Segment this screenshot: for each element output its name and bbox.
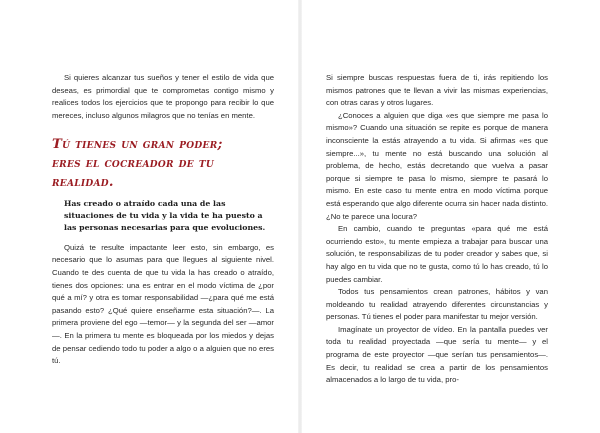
right-paragraph-4: Todos tus pensamientos crean patrones, hábitos y van moldeando tu realidad atrayendo diferentes circunstancias y personas. Tú tienes el poder para manifestar tu mejor versión. — [326, 287, 548, 322]
left-page — [52, 72, 274, 368]
right-paragraph-2: ¿Conoces a alguien que diga «es que siempre me pasa lo mismo»? Cuando una situación se repite es porque de manera inconsciente la estás atrayendo a tu vida. Si afirmas «es que siempre...», tu mente no está buscando una solución al problema, de hecho, estás decretando que vuelva a pasar porque si siempre te pasa lo mismo, siempre te pasará lo mismo. En este caso tu mente entra en modo víctima porque está esperando que algo diferente ocurra sin hacer nada distinto. ¿No te parece una locura? — [326, 110, 548, 221]
heading-line-1: Tú tienes un gran poder; — [52, 137, 223, 153]
book-gutter — [298, 0, 302, 433]
right-paragraph-5: Imagínate un proyector de vídeo. En la pantalla puedes ver toda tu realidad proyectada —que sería tu mente— y el programa de este proyector —que serían tus pensamientos—. Es decir, tu realidad se crea a partir de los pensamientos almacenados a lo largo de tu vida, pro- — [326, 324, 548, 385]
subheading: Has creado o atraído cada una de las situaciones de tu vida y la vida te ha puesto a las personas necesarias para que evoluciones. — [64, 199, 266, 232]
right-paragraph-3: En cambio, cuando te preguntas «para qué me está ocurriendo esto», tu mente empieza a trabajar para buscar una solución, te responsabilizas de tu poder creador y sabes que, si hay algo en tu vida que no te gusta, como tú lo has creado, tú lo puedes cambiar. — [326, 224, 548, 284]
right-page — [326, 72, 548, 387]
heading-line-3: realidad. — [52, 175, 114, 191]
left-paragraph-2: Quizá te resulte impactante leer esto, sin embargo, es necesario que lo asumas para que llegues al siguiente nivel. Cuando te des cuenta de que tu vida la has creado o atraído, tienes dos opciones: una es entrar en el modo víctima de ¿por qué a mí? y otra es tomar responsabilidad —¿para qué me está pasando esto? ¿Qué quiere enseñarme esta situación?—. La primera proviene del ego —temor— y la segunda del ser —amor—. En la primera tu mente es bloqueada por los miedos y dejas de pensar cediendo todo tu poder a algo o a alguien que no eres tú. — [52, 242, 274, 366]
left-paragraph-1: Si quieres alcanzar tus sueños y tener el estilo de vida que deseas, es primordial que te comprometas contigo mismo y realices todos los ejercicios que te propongo para recibir lo que mereces, incluso algunos milagros que no tenías en mente. — [52, 73, 274, 120]
chapter-heading — [52, 135, 274, 192]
heading-line-2: eres el cocreador de tu — [52, 156, 214, 172]
right-paragraph-1: Si siempre buscas respuestas fuera de ti, irás repitiendo los mismos patrones que te llevan a vivir las mismas experiencias, con otras caras y otros lugares. — [326, 73, 548, 108]
